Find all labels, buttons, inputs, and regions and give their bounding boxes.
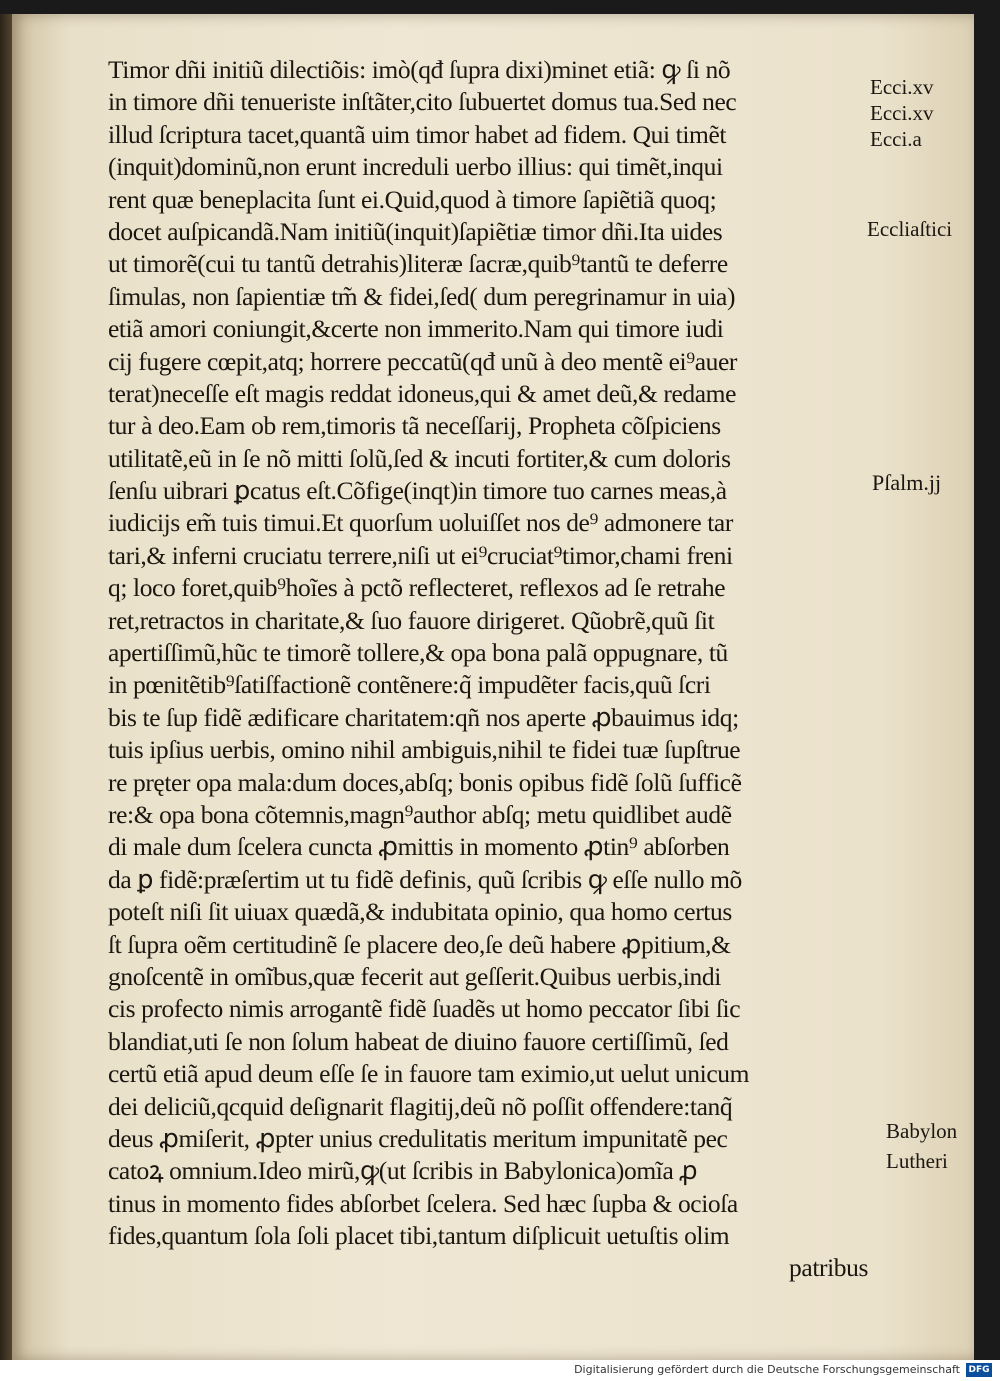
text-line: tinus in momento fides abſorbet ſcelera. Sed hæc ſupba & ocioſa — [108, 1188, 738, 1218]
text-line: ut timorẽ(cui tu tantũ detrahis)literæ ſacræ,quib⁹tantũ te deferre — [108, 249, 728, 279]
text-line: iudicijs em̃ tuis timui.Et quorſum uoluiſſet nos de⁹ admonere tar — [108, 508, 733, 538]
footer-credit: Digitalisierung gefördert durch die Deutsche Forschungsgemeinschaft — [574, 1363, 960, 1376]
text-line: illud ſcriptura tacet,quantã uim timor habet ad fidem. Qui timẽt — [108, 119, 727, 149]
text-line: ſt ſupra oẽm certitudinẽ ſe placere deo,ſe deũ habere ꝓpitium,& — [108, 929, 731, 959]
text-line: Timor dñi initiũ dilectiõis: imò(qđ ſupra dixi)minet etiã: ꝙ ſi nõ — [108, 55, 731, 84]
margin-note-7: Lutheri — [886, 1149, 948, 1173]
text-line: in timore dñi tenueriste inſtãter,cito ſubuertet domus tua.Sed nec — [108, 87, 737, 117]
text-line: re pręter opa mala:dum doces,abſq; bonis opibus fidẽ ſolũ ſufficẽ — [108, 767, 742, 797]
text-line: re:& opa bona cõtemnis,magn⁹author abſq; metu quidlibet audẽ — [108, 799, 732, 829]
margin-note-3: Ecci.a — [870, 127, 922, 151]
text-line: in pœnitẽtib⁹ſatiſfactionẽ contẽnere:q̃ impudẽter facis,quũ ſcri — [108, 670, 711, 700]
text-line: da ꝑ fidẽ:præſertim ut tu fidẽ definis, quũ ſcribis ꝙ eſſe nullo mõ — [108, 864, 742, 894]
margin-note-4: Eccliaſtici — [867, 217, 953, 241]
text-line: ret,retractos in charitate,& ſuo fauore dirigeret. Qũobrẽ,quũ ſit — [108, 605, 715, 635]
text-line: bis te ſup fidẽ ædificare charitatem:qñ nos aperte ꝓbauimus idq; — [108, 702, 739, 732]
text-line: blandiat,uti ſe non ſolum habeat de diuino fauore certiſſimũ, ſed — [108, 1026, 729, 1056]
dfg-logo-icon[interactable]: DFG — [966, 1363, 992, 1377]
text-line: gnoſcentẽ in omĩbus,quæ fecerit aut geſſerit.Quibus uerbis,indi — [108, 961, 721, 991]
text-line: deus ꝓmiſerit, ꝓpter unius credulitatis meritum impunitatẽ pec — [108, 1123, 728, 1153]
text-line: tuis ipſius uerbis, omino nihil ambiguis,nihil te fidei tuæ ſupſtrue — [108, 735, 741, 765]
footer-bar — [0, 1360, 1000, 1381]
text-line: apertiſſimũ,hũc te timorẽ tollere,& opa bona palã oppugnare, tũ — [108, 638, 728, 668]
text-line: (inquit)dominũ,non erunt increduli uerbo illius: qui timẽt,inqui — [108, 152, 723, 182]
text-line: docet auſpicandã.Nam initiũ(inquit)ſapiẽtiæ timor dñi.Ita uides — [108, 216, 723, 246]
text-line: terat)neceſſe eſt magis reddat idoneus,qui & amet deũ,& redame — [108, 378, 737, 408]
text-line: tari,& inferni cruciatu terrere,niſi ut ei⁹cruciat⁹timor,chami freni — [108, 540, 733, 570]
text-line: ſenſu uibrari ꝑcatus eſt.Cõfige(inqt)in timore tuo carnes meas,à — [108, 476, 727, 506]
text-line: q; loco foret,quib⁹hoĩes à pctõ reflecteret, reflexos ad ſe retrahe — [108, 573, 726, 603]
text-line: cis profecto nimis arrogantẽ fidẽ ſuadẽs ut homo peccator ſibi ſic — [108, 994, 741, 1024]
text-line: catoꝝ omnium.Ideo mirũ,ꝙ(ut ſcribis in Babylonica)omĩa ꝓ — [108, 1156, 698, 1186]
catchword: patribus — [789, 1253, 868, 1283]
text-line: rent quæ beneplacita ſunt ei.Quid,quod à timore ſapiẽtiã quoq; — [108, 184, 717, 214]
text-line: poteſt niſi ſit uiuax quædã,& indubitata opinio, qua homo certus — [108, 897, 732, 927]
margin-note-6: Babylon — [886, 1119, 958, 1143]
text-line: di male dum ſcelera cuncta ꝓmittis in momento ꝓtin⁹ abſorben — [108, 832, 730, 862]
text-line: ſimulas, non ſapientiæ tm̃ & fidei,ſed( dum peregrinamur in uia) — [108, 281, 736, 311]
text-line: certũ etiã apud deum eſſe ſe in fauore tam eximio,ut uelut unicum — [108, 1059, 750, 1089]
text-line: cij fugere cœpit,atq; horrere peccatũ(qđ unũ à deo mentẽ ei⁹auer — [108, 346, 737, 376]
text-line: etiã amori coniungit,&certe non immerito.Nam qui timore iudi — [108, 314, 724, 344]
text-line: dei deliciũ,qcquid deſignarit flagitij,deũ nõ poſſit offendere:tanq̃ — [108, 1091, 733, 1121]
page-body-text — [108, 54, 868, 1285]
margin-note-2: Ecci.xv — [870, 101, 934, 125]
text-line: fides,quantum ſola ſoli placet tibi,tantum diſplicuit uetuſtis olim — [108, 1221, 730, 1251]
text-line: tur à deo.Eam ob rem,timoris tã neceſſarij, Propheta cõſpiciens — [108, 411, 721, 441]
margin-note-5: Pſalm.jj — [872, 470, 942, 495]
text-line: utilitatẽ,eũ in ſe nõ mitti ſolũ,ſed & incuti fortiter,& cum doloris — [108, 443, 731, 473]
margin-note-1: Ecci.xv — [870, 75, 934, 99]
book-page — [12, 14, 974, 1360]
